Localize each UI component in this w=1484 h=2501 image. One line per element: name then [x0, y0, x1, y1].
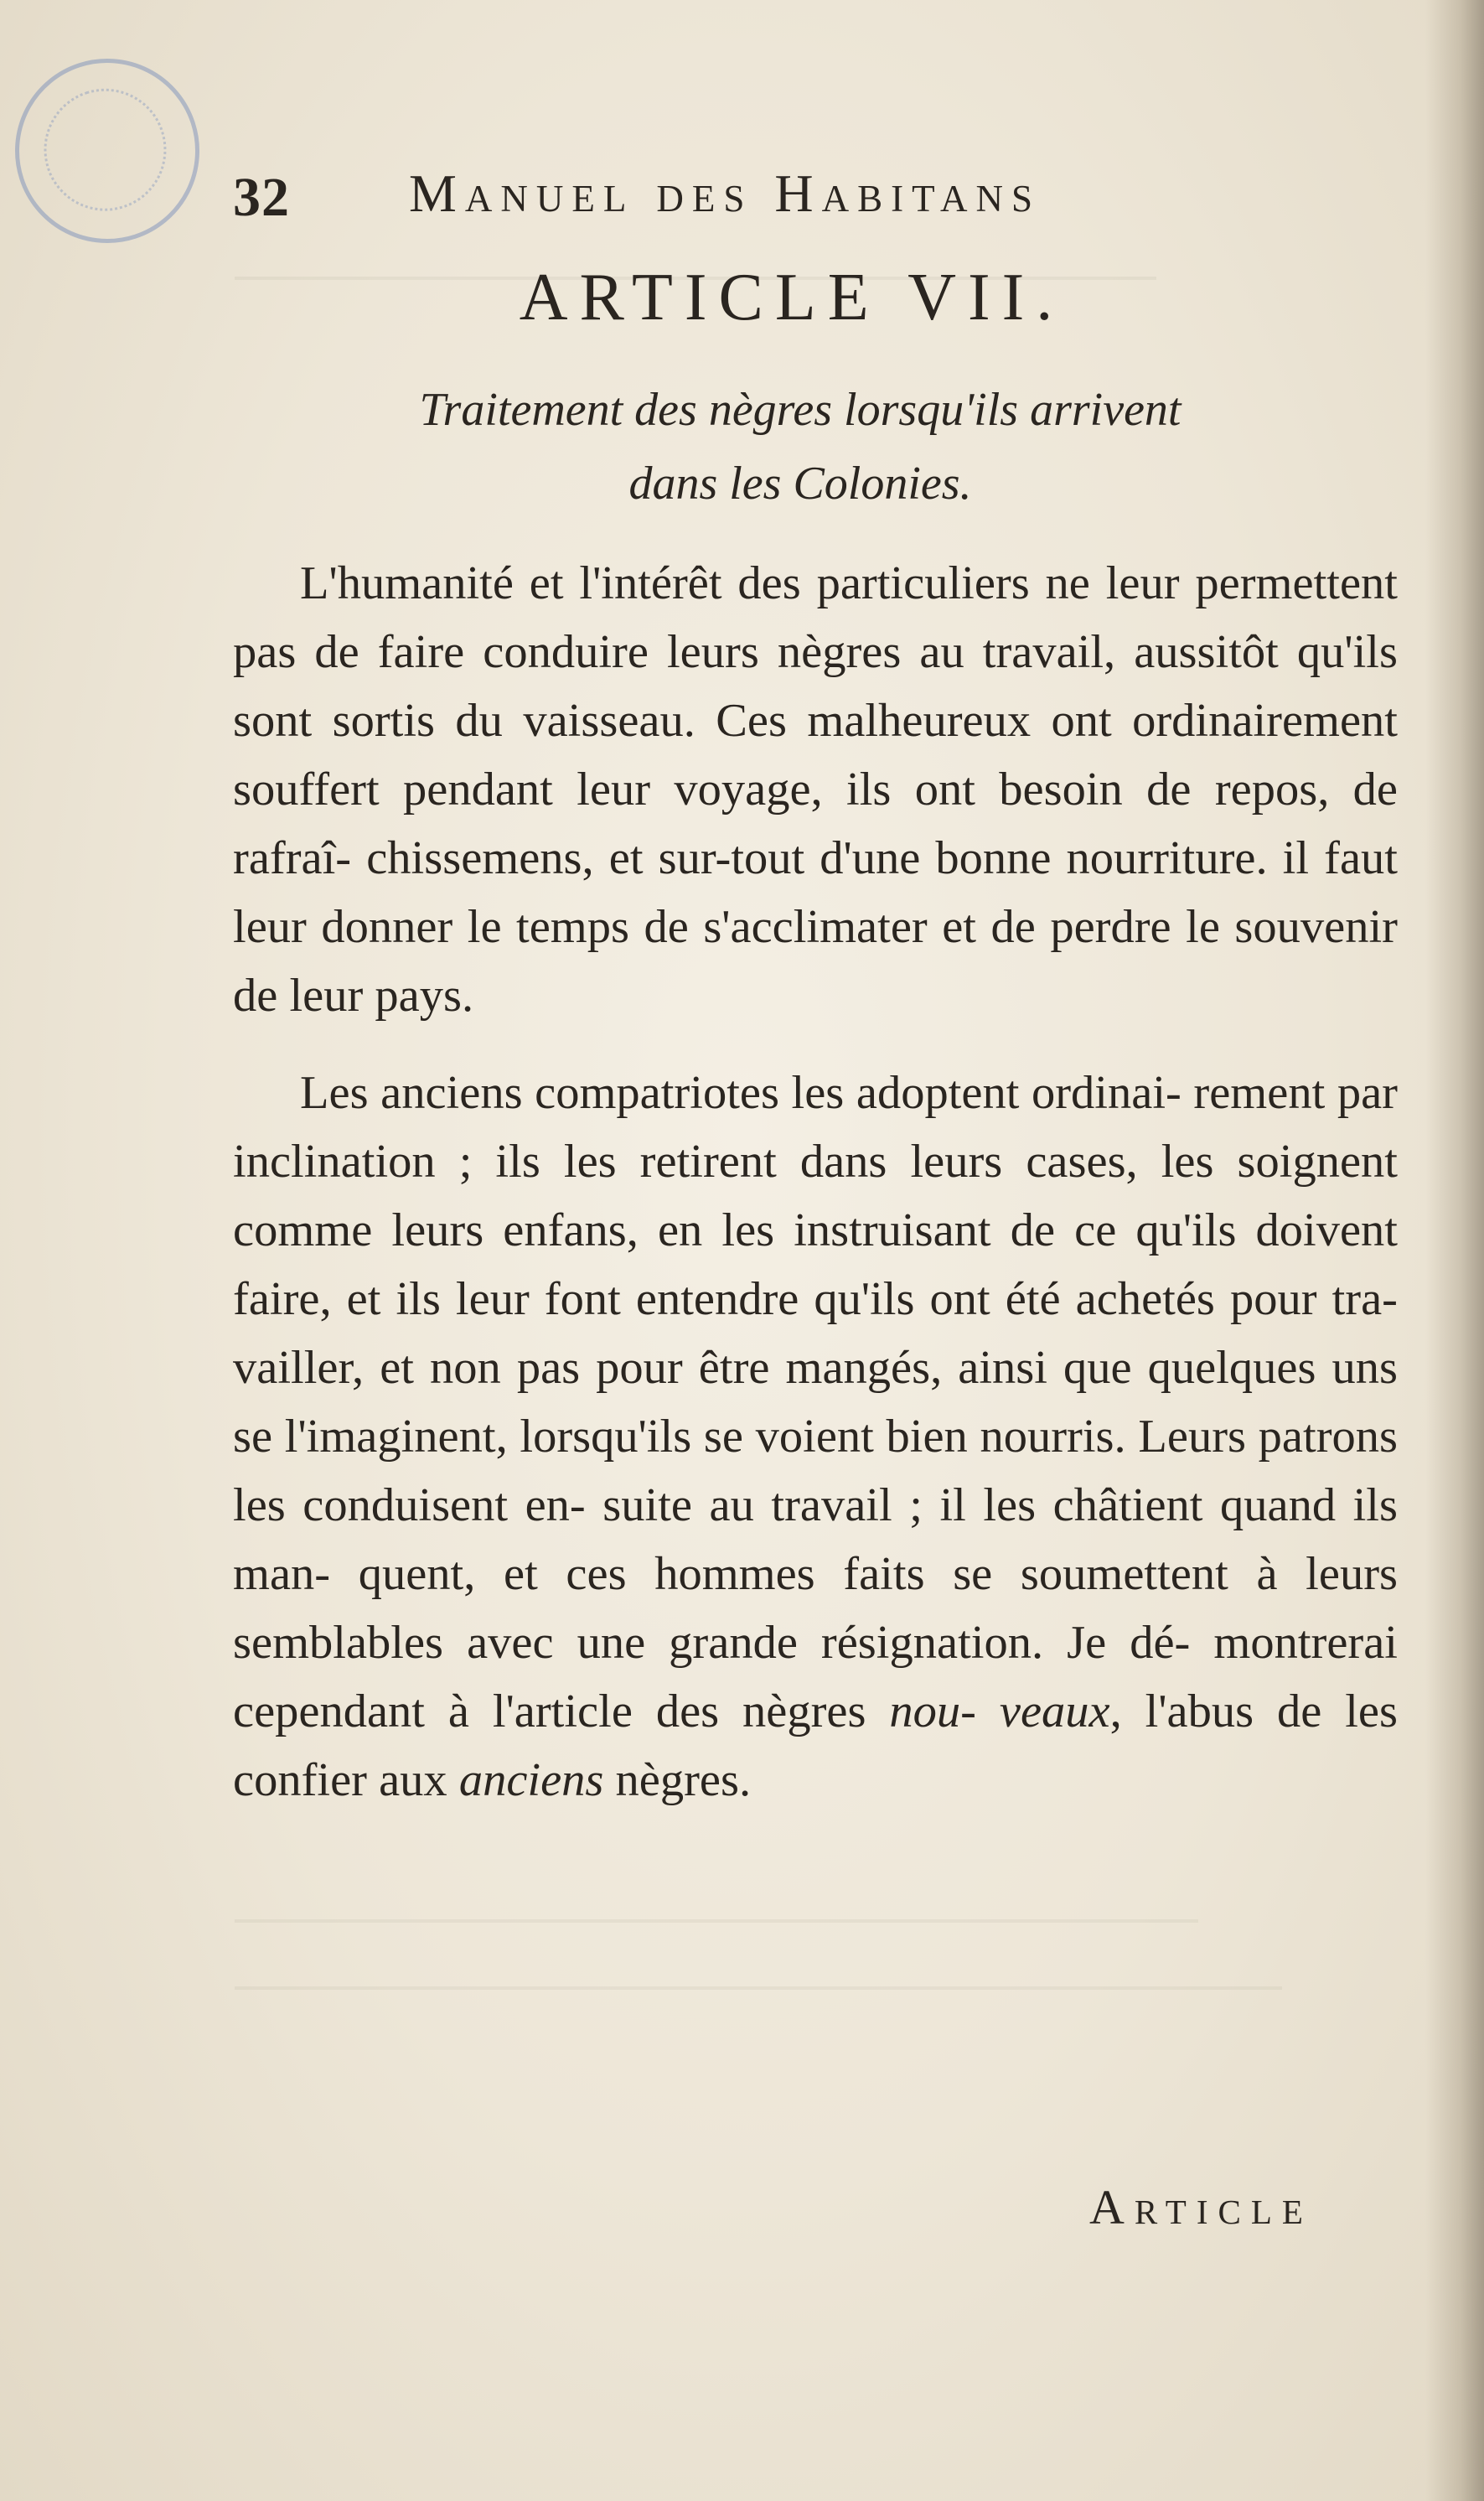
library-stamp-inner-ring	[28, 73, 182, 227]
paragraph-2-main-text: Les anciens compatriotes les adoptent ordinai- rement par inclination ; ils les retirent dans leurs cases, les soignent comme leurs enfans, en les instruisant de ce qu'ils doivent faire, et ils leur font entendre qu'ils ont été achetés pour tra- vailler, et non pas pour être mangés, ainsi que quelques uns se l'imaginent, lorsqu'ils se voient bien nourris. Leurs patrons les conduisent en- suite au travail ; il les châtient quand ils man- quent, et ces hommes faits se soumettent à leurs semblables avec une grande résignation. Je dé- montrerai cependant à l'article des nègres	[233, 1067, 1398, 1737]
catchword: Article	[1089, 2180, 1313, 2234]
article-subtitle-line-1: Traitement des nègres lorsqu'ils arrivent	[419, 384, 1182, 436]
article-heading: ARTICLE VII.	[519, 261, 1065, 334]
page-number: 32	[233, 167, 290, 228]
article-subtitle-line-2: dans les Colonies.	[628, 458, 972, 510]
italic-nouveaux: nou- veaux	[889, 1685, 1110, 1737]
page-gutter-shadow	[1425, 0, 1484, 2501]
paragraph-2	[233, 1059, 1398, 1815]
body-text	[233, 549, 1398, 1815]
running-title: Manuel des Habitans	[409, 163, 1042, 223]
paragraph-2-end-text: nègres.	[603, 1754, 752, 1806]
paragraph-2-mid-text: , l'abus de les confier aux	[233, 1685, 1398, 1806]
article-subtitle	[251, 373, 1349, 520]
bleed-through-line	[235, 1919, 1198, 1923]
running-head	[233, 159, 1238, 235]
paragraph-1: L'humanité et l'intérêt des particuliers ne leur permettent pas de faire conduire leurs nègres au travail, aussitôt qu'ils sont sortis du vaisseau. Ces malheureux ont ordinairement souffert pendant leur voyage, ils ont besoin de repos, de rafraî- chissemens, et sur-tout d'une bonne nourriture. il faut leur donner le temps de s'acclimater et de perdre le souvenir de leur pays.	[233, 557, 1398, 1022]
italic-anciens: anciens	[458, 1754, 604, 1806]
library-stamp	[0, 34, 224, 267]
bleed-through-line	[235, 1986, 1282, 1990]
